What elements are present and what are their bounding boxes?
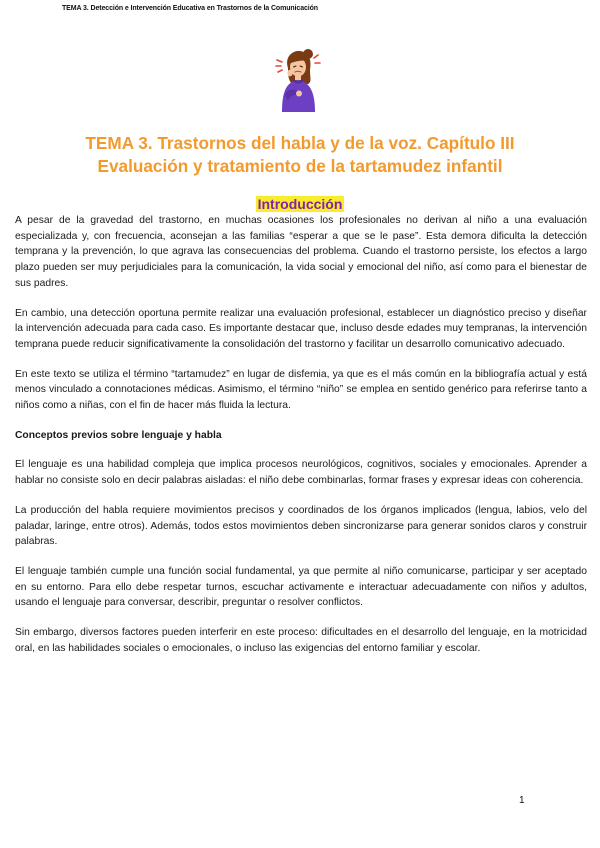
paragraph: A pesar de la gravedad del trastorno, en muchas ocasiones los profesionales no derivan al niño a una evaluación especializada y, con frecuencia, aconsejan a las familias “esperar a que se le pase”. Esta demora dificulta la detección temprana y la prevención, lo que agrava las consecuencias del problema. Cuando el trastorno persiste, los efectos a largo plazo pueden ser muy perjudiciales para la comunicación, la vida social y emocional del niño, así como para el bienestar de sus padres. (15, 215, 587, 289)
introduction-heading-text: Introducción (257, 196, 343, 212)
chapter-title (20, 132, 580, 178)
paragraph: El lenguaje también cumple una función social fundamental, ya que permite al niño comunicarse, participar y ser aceptado en su entorno. Para ello debe respetar turnos, escuchar activamente e interactuar adecuadamente con niños y adultos, usando el lenguaje para conversar, describir, preguntar o resolver conflictos. (15, 565, 587, 609)
paragraph: En cambio, una detección oportuna permite realizar una evaluación profesional, establecer un diagnóstico preciso y diseñar la intervención adecuada para cada caso. Es importante destacar que, incluso desde edades muy tempranas, la intervención temprana puede reducir significativamente la consolidación del trastorno y facilitar un desarrollo comunicativo adecuado. (15, 307, 587, 350)
section-heading: Conceptos previos sobre lenguaje y habla (15, 429, 222, 441)
chapter-title-line-2: Evaluación y tratamiento de la tartamudez infantil (97, 156, 503, 176)
stressed-woman-illustration-icon (268, 46, 328, 114)
paragraph: En este texto se utiliza el término “tartamudez” en lugar de disfemia, ya que es el más común en la bibliografía actual y está menos vinculado a connotaciones médicas. Asimismo, el término “niño” se emplea en sentido genérico para referirse tanto a niños como a niñas, con el fin de hacer más fluida la lectura. (15, 368, 587, 412)
page-number: 1 (519, 795, 525, 806)
running-header: TEMA 3. Detección e Intervención Educativa en Trastornos de la Comunicación (62, 5, 318, 12)
body-text (15, 213, 587, 670)
chapter-title-line-1: TEMA 3. Trastornos del habla y de la voz. Capítulo III (85, 133, 515, 153)
paragraph: Sin embargo, diversos factores pueden interferir en este proceso: dificultades en el desarrollo del lenguaje, en la motricidad oral, en las habilidades sociales o emocionales, o incluso las exigencias del entorno familiar y escolar. (15, 627, 587, 654)
paragraph: El lenguaje es una habilidad compleja que implica procesos neurológicos, cognitivos, sociales y emocionales. Aprender a hablar no consiste solo en decir palabras aisladas: el niño debe combinarlas, formar frases y expresar ideas con coherencia. (15, 459, 587, 487)
paragraph: La producción del habla requiere movimientos precisos y coordinados de los órganos implicados (lengua, labios, velo del paladar, laringe, entre otros). Además, todos estos movimientos deben sincronizarse para generar sonidos claros y construir palabras. (15, 504, 587, 548)
introduction-heading (0, 195, 600, 213)
